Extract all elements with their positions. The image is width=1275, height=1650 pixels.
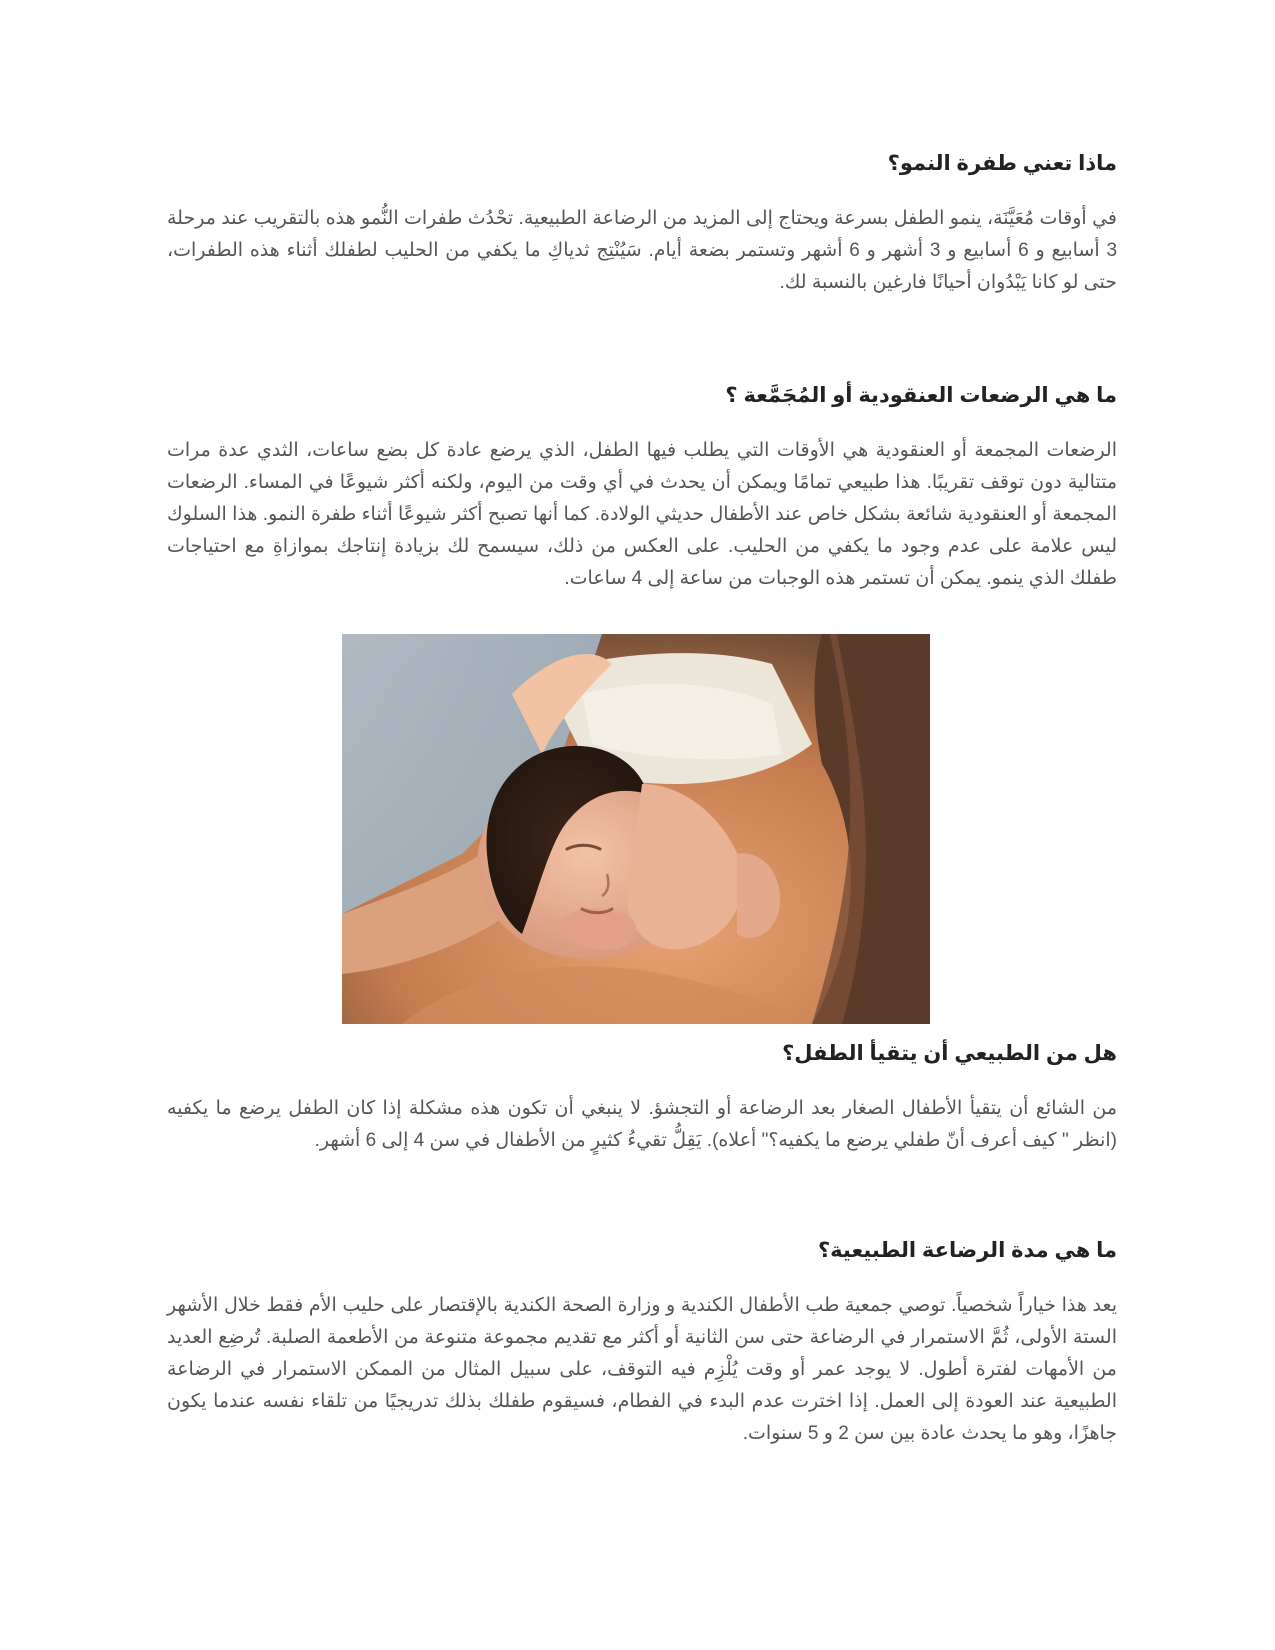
section-heading-baby-vomit: هل من الطبيعي أن يتقيأ الطفل؟ <box>782 1042 1117 1065</box>
section-body-baby-vomit: من الشائع أن يتقيأ الأطفال الصغار بعد الرضاعة أو التجشؤ. لا ينبغي أن تكون هذه مشكلة إذا كان الطفل يرضع ما يكفيه (انظر " كيف أعرف أنّ طفلي يرضع ما يكفيه؟" أعلاه). يَقِلُّ تقيءُ كثيرٍ من الأطفال في سن 4 إلى 6 أشهر. <box>167 1098 1117 1151</box>
section-body-growth-spurt: في أوقات مُعَيَّنَة، ينمو الطفل بسرعة ويحتاج إلى المزيد من الرضاعة الطبيعية. تحْدُث طفرات النُّمو هذه بالتقريب عند مرحلة 3 أسابيع و 6 أسابيع و 3 أشهر و 6 أشهر وتستمر بضعة أيام. سَيُنْتِج ثدياكِ ما يكفي من الحليب لطفلك أثناء هذه الطفرات، حتى لو كانا يَبْدُوان أحيانًا فارغين بالنسبة لك. <box>167 208 1118 293</box>
section-heading-cluster-feeding: ما هي الرضعات العنقودية أو المُجَمَّعة ؟ <box>725 384 1117 407</box>
section-body-breastfeeding-duration: يعد هذا خياراً شخصياً. توصي جمعية طب الأطفال الكندية و وزارة الصحة الكندية بالإقتصار على حليب الأم فقط خلال الأشهر الستة الأولى، ثُمَّ الاستمرار في الرضاعة حتى سن الثانية أو أكثر مع تقديم مجموعة متنوعة من الأطعمة الصلبة. تُرضِع العديد من الأمهات لفترة أطول. لا يوجد عمر أو وقت يُلْزِم فيه التوقف، على سبيل المثال من الممكن الاستمرار في الرضاعة الطبيعية عند العودة إلى العمل. إذا اخترت عدم البدء في الفطام، فسيقوم طفلك بذلك تدريجيًا من تلقاء نفسه عندما يكون جاهزًا، وهو ما يحدث عادة بين سن 2 و 5 سنوات. <box>167 1295 1117 1444</box>
newborn-photo <box>342 634 930 1024</box>
section-body-cluster-feeding: الرضعات المجمعة أو العنقودية هي الأوقات التي يطلب فيها الطفل، الذي يرضع عادة كل بضع ساعات، الثدي عدة مرات متتالية دون توقف تقريبًا. هذا طبيعي تمامًا ويمكن أن يحدث في أي وقت من اليوم، ولكنه أكثر شيوعًا في المساء. الرضعات المجمعة أو العنقودية شائعة بشكل خاص عند الأطفال حديثي الولادة. كما أنها تصبح أكثر شيوعًا أثناء طفرة النمو. هذا السلوك ليس علامة على عدم وجود ما يكفي من الحليب. على العكس من ذلك، سيسمح لك بزيادة إنتاجك بموازاةِ مع احتياجات طفلك الذي ينمو. يمكن أن تستمر هذه الوجبات من ساعة إلى 4 ساعات. <box>167 440 1117 589</box>
section-heading-growth-spurt: ماذا تعني طفرة النمو؟ <box>887 152 1117 175</box>
section-heading-breastfeeding-duration: ما هي مدة الرضاعة الطبيعية؟ <box>818 1239 1117 1262</box>
